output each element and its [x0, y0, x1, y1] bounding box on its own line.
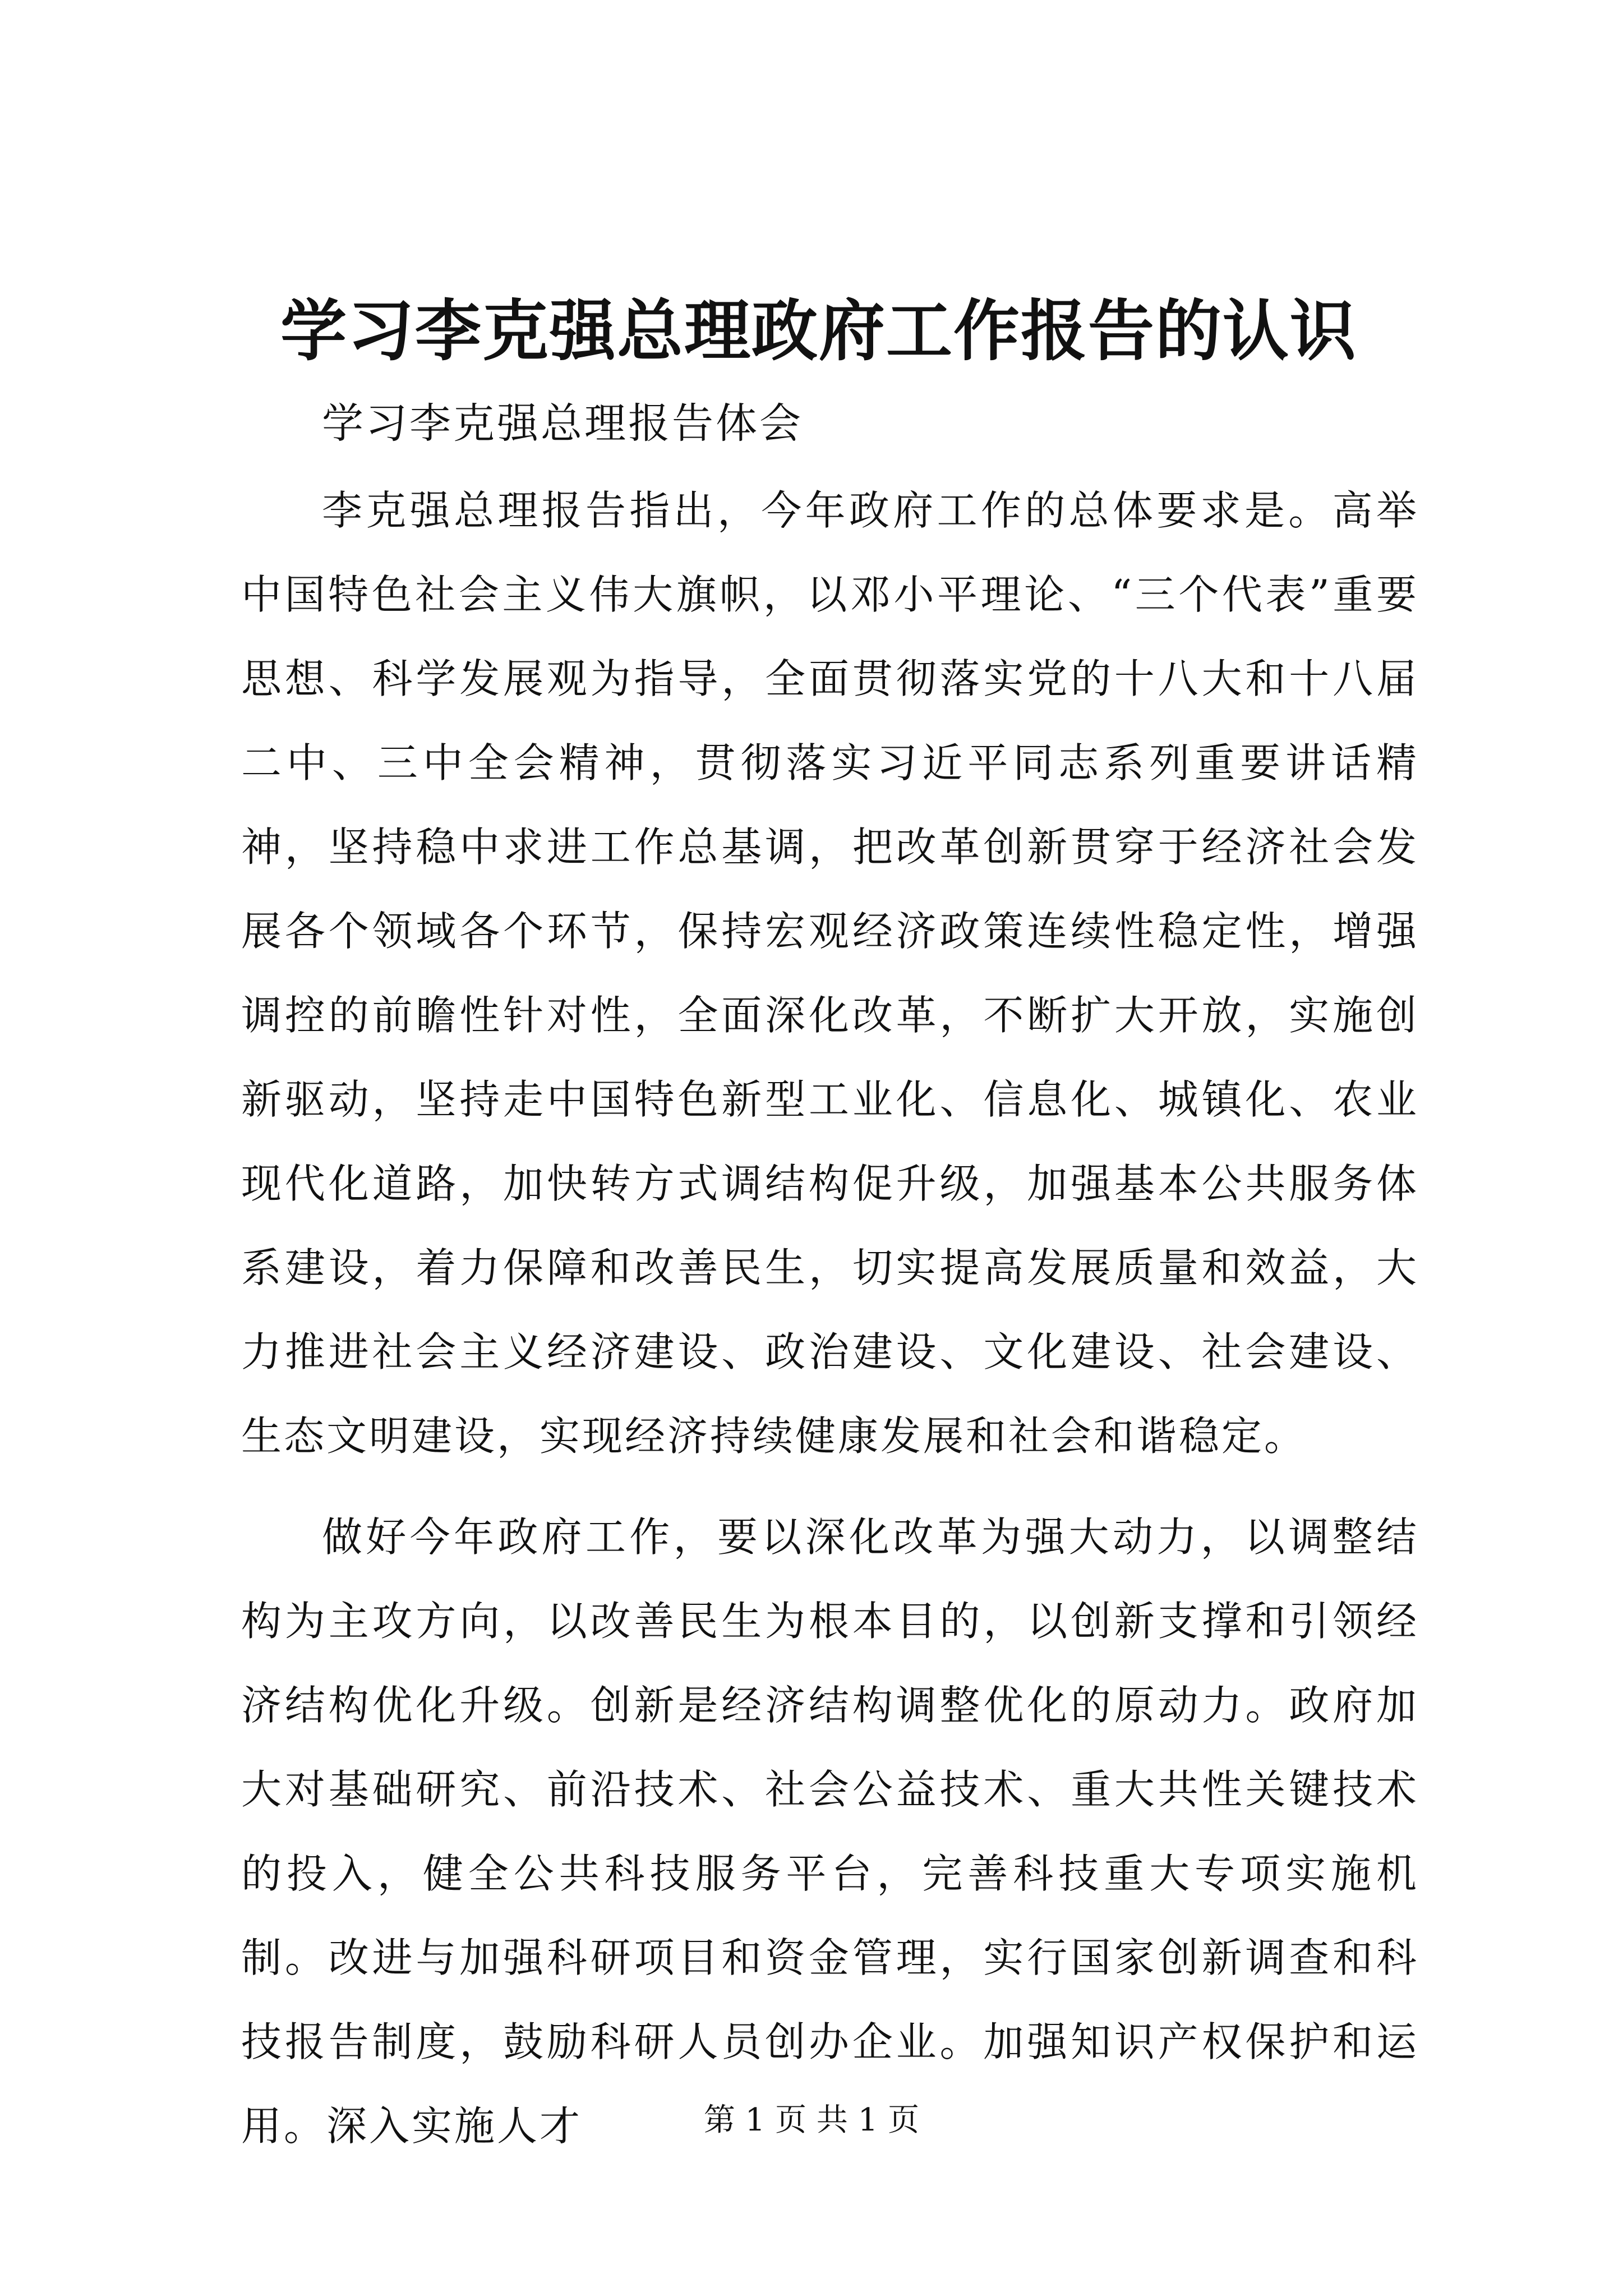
body-paragraph-1: 李克强总理报告指出，今年政府工作的总体要求是。高举中国特色社会主义伟大旗帜，以邓小平理论、“三个代表”重要思想、科学发展观为指导，全面贯彻落实党的十八大和十八届二中、三中全会精神，贯彻落实习近平同志系列重要讲话精神，坚持稳中求进工作总基调，把改革创新贯穿于经济社会发展各个领域各个环节，保持宏观经济政策连续性稳定性，增强调控的前瞻性针对性，全面深化改革，不断扩大开放，实施创新驱动，坚持走中国特色新型工业化、信息化、城镇化、农业现代化道路，加快转方式调结构促升级，加强基本公共服务体系建设，着力保障和改善民生，切实提高发展质量和效益，大力推进社会主义经济建设、政治建设、文化建设、社会建设、生态文明建设，实现经济持续健康发展和社会和谐稳定。: [241, 487, 1419, 1460]
body-paragraph-2: 做好今年政府工作，要以深化改革为强大动力，以调整结构为主攻方向，以改善民生为根本目的，以创新支撑和引领经济结构优化升级。创新是经济结构调整优化的原动力。政府加大对基础研究、前沿技术、社会公益技术、重大共性关键技术的投入，健全公共科技服务平台，完善科技重大专项实施机制。改进与加强科研项目和资金管理，实行国家创新调查和科技报告制度，鼓励科研人员创办企业。加强知识产权保护和运用。深入实施人才: [241, 1513, 1419, 2150]
document-body: [241, 468, 1419, 2168]
document-title: 学习李克强总理政府工作报告的认识: [280, 292, 1357, 370]
document-subtitle: 学习李克强总理报告体会: [322, 399, 803, 448]
page-footer: 第 1 页 共 1 页: [703, 2102, 920, 2138]
